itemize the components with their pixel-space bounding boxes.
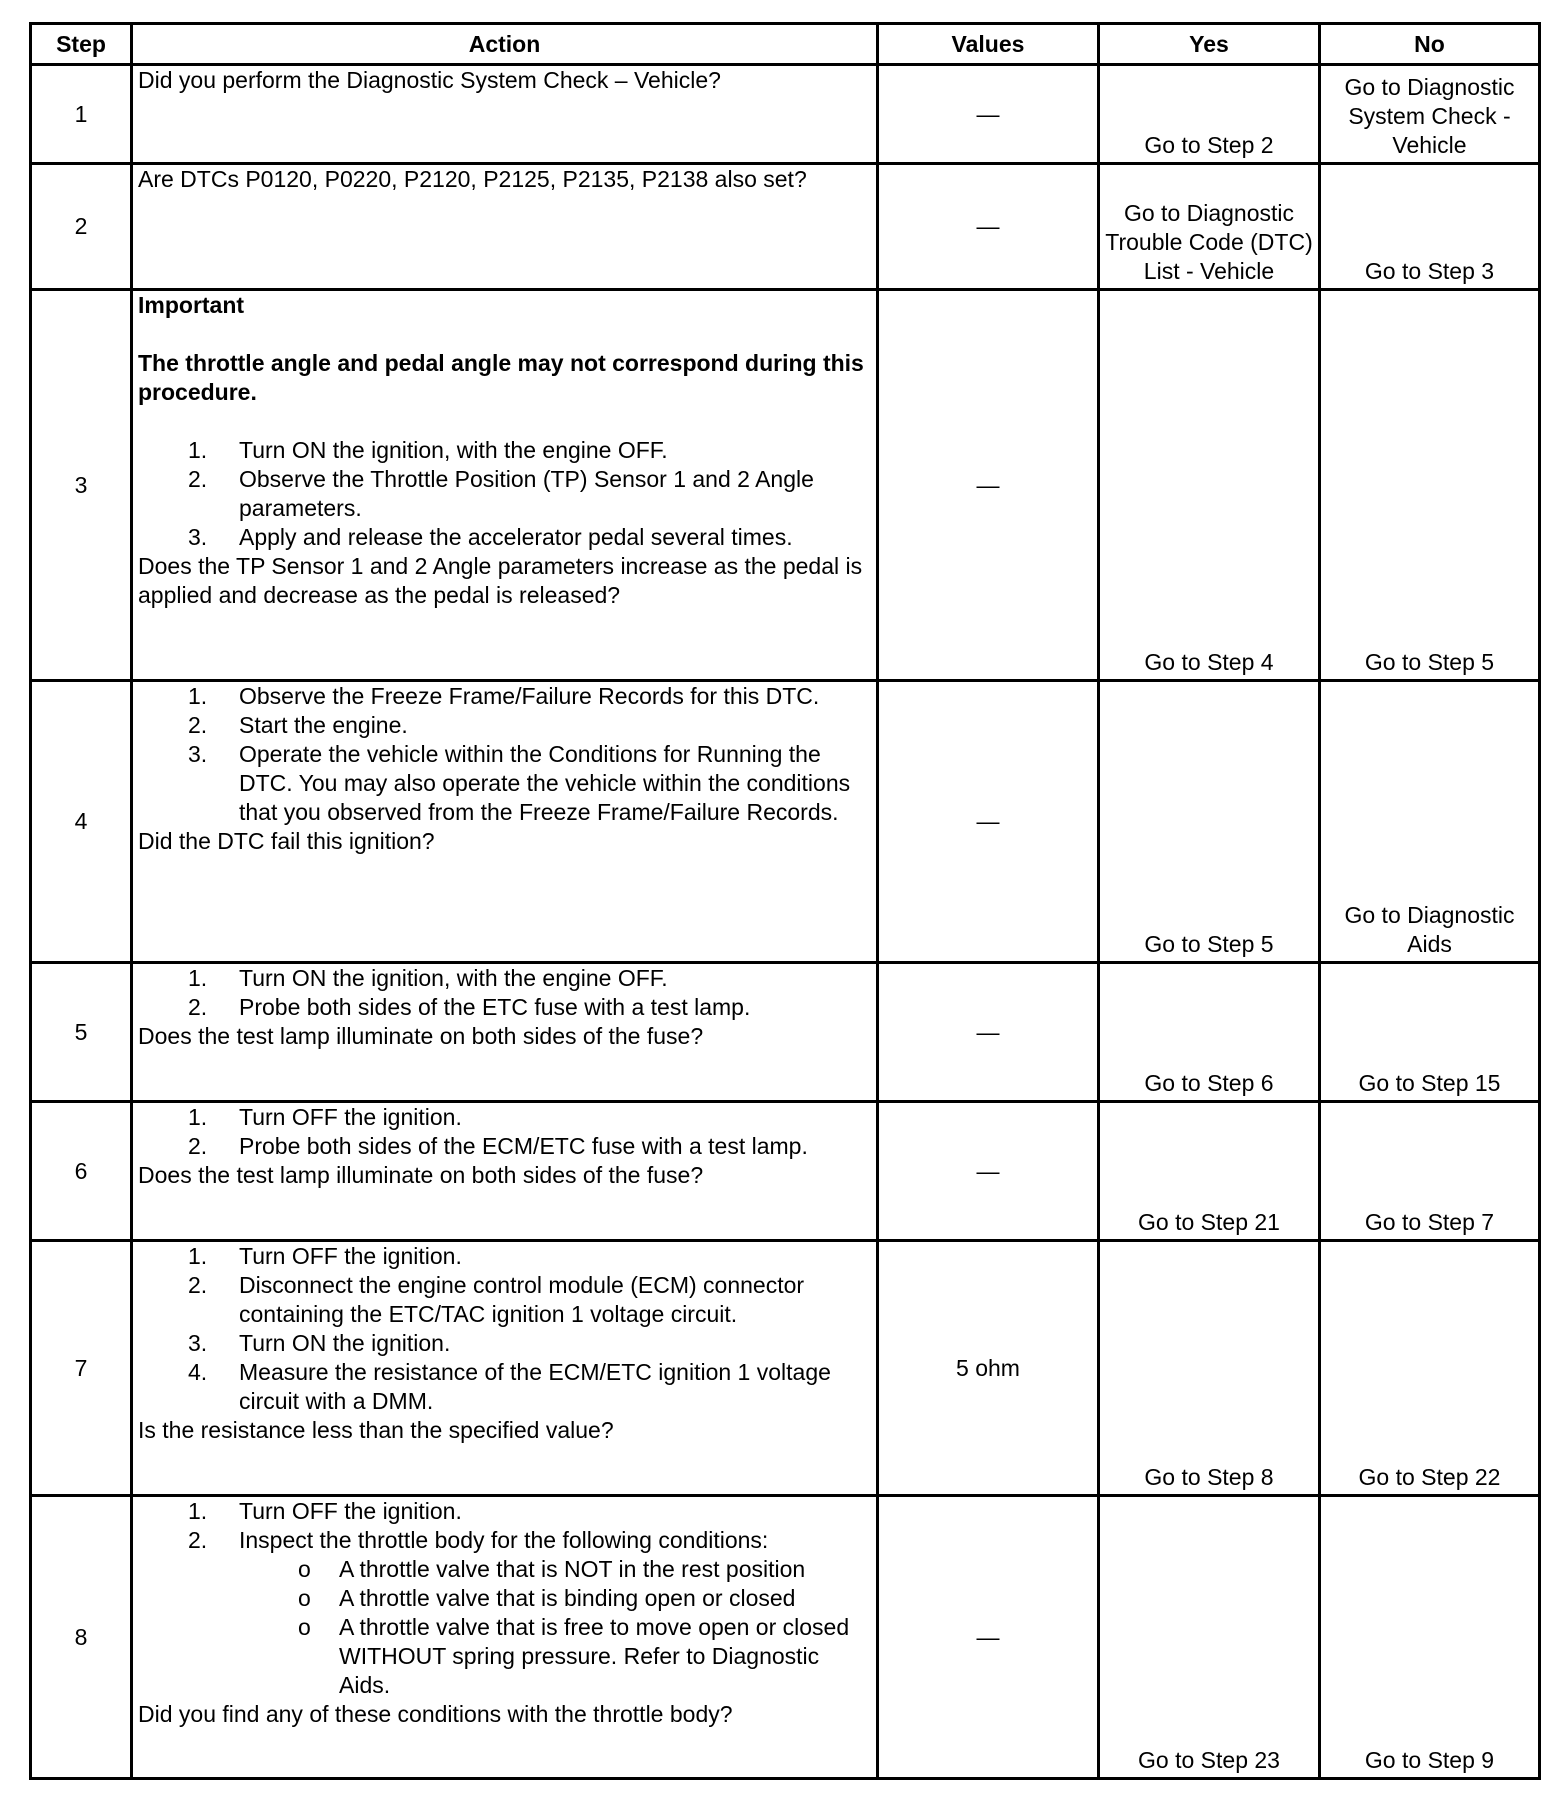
action-cell	[132, 963, 878, 1102]
list-item: 2. Probe both sides of the ECM/ETC fuse with a test lamp.	[188, 1133, 808, 1159]
list-item: 1. Observe the Freeze Frame/Failure Records for this DTC.	[188, 683, 820, 709]
yes-text: Go to Step 2	[1144, 132, 1274, 158]
question-text: Did the DTC fail this ignition?	[138, 828, 435, 854]
no-text: Go to Step 22	[1358, 1464, 1501, 1490]
list-item: 1. Turn OFF the ignition.	[188, 1104, 462, 1130]
yes-text: Go to Step 4	[1144, 649, 1274, 675]
no-text: Go to Step 7	[1364, 1209, 1495, 1235]
list-item: 4. Measure the resistance of the ECM/ETC ignition 1 voltage circuit with a DMM.	[188, 1359, 831, 1414]
yes-cell	[1099, 290, 1320, 681]
no-cell	[1320, 1496, 1540, 1779]
step-number: 6	[31, 1102, 132, 1241]
yes-cell	[1099, 1496, 1320, 1779]
list-number: 2.	[188, 1133, 208, 1159]
list-number: 2.	[188, 994, 208, 1020]
yes-cell	[1099, 681, 1320, 963]
step-number: 4	[31, 681, 132, 963]
list-item: 2. Probe both sides of the ETC fuse with a test lamp.	[188, 994, 751, 1020]
list-item: 1. Turn OFF the ignition.	[188, 1498, 462, 1524]
no-cell	[1320, 1102, 1540, 1241]
question-text: Does the test lamp illuminate on both sides of the fuse?	[138, 1023, 704, 1049]
header-step: Step	[31, 24, 132, 65]
step-number: 2	[31, 164, 132, 290]
step-number: 7	[31, 1241, 132, 1496]
yes-cell	[1099, 1241, 1320, 1496]
list-number: 1.	[188, 1243, 208, 1269]
question-text: Are DTCs P0120, P0220, P2120, P2125, P2135, P2138 also set?	[138, 166, 807, 192]
condition-item: o A throttle valve that is NOT in the rest position	[298, 1556, 806, 1582]
value-cell: —	[878, 963, 1099, 1102]
yes-cell	[1099, 164, 1320, 290]
header-yes: Yes	[1099, 24, 1320, 65]
value-cell: —	[878, 290, 1099, 681]
yes-cell	[1099, 1102, 1320, 1241]
important-label: Important	[138, 292, 245, 318]
list-item: 1. Turn OFF the ignition.	[188, 1243, 462, 1269]
list-item: 1. Turn ON the ignition, with the engine OFF.	[188, 437, 668, 463]
list-item: 1. Turn ON the ignition, with the engine OFF.	[188, 965, 668, 991]
no-text: Go to Diagnostic Aids	[1344, 902, 1515, 957]
condition-item: o A throttle valve that is free to move open or closed WITHOUT spring pressure. Refer to Diagnostic Aids.	[298, 1614, 850, 1698]
diagnostic-table	[29, 22, 1541, 1780]
list-item: 2. Inspect the throttle body for the following conditions: o A throttle valve that is NOT in the rest position o A throttle valve that is binding open or closed o A throttle valve that is free to move open or closed WITHOUT spring pressure. Refer to Diagnostic Aids.	[138, 1526, 871, 1700]
bullet: o	[298, 1614, 311, 1640]
header-values: Values	[878, 24, 1099, 65]
list-item: 2. Observe the Throttle Position (TP) Sensor 1 and 2 Angle parameters.	[188, 466, 814, 521]
list-item: 3. Turn ON the ignition.	[188, 1330, 451, 1356]
list-number: 2.	[188, 712, 208, 738]
list-number: 1.	[188, 437, 208, 463]
value-cell: —	[878, 681, 1099, 963]
value-cell: —	[878, 164, 1099, 290]
no-text: Go to Step 9	[1364, 1747, 1495, 1773]
procedure-list	[138, 682, 871, 827]
no-text: Go to Step 5	[1364, 649, 1495, 675]
list-number: 3.	[188, 524, 208, 550]
table-row	[31, 681, 1540, 963]
step-number: 8	[31, 1496, 132, 1779]
procedure-list	[138, 1497, 871, 1700]
yes-cell	[1099, 65, 1320, 164]
table-row	[31, 164, 1540, 290]
bullet: o	[298, 1556, 311, 1582]
header-no: No	[1320, 24, 1540, 65]
condition-item: o A throttle valve that is binding open or closed	[298, 1585, 796, 1611]
question-text: Is the resistance less than the specified value?	[138, 1417, 614, 1443]
no-cell	[1320, 963, 1540, 1102]
list-number: 2.	[188, 466, 208, 492]
procedure-list	[138, 436, 871, 552]
table-row	[31, 65, 1540, 164]
list-item: 3. Apply and release the accelerator pedal several times.	[188, 524, 793, 550]
step-number: 1	[31, 65, 132, 164]
yes-text: Go to Step 23	[1138, 1747, 1280, 1773]
yes-text: Go to Step 5	[1144, 931, 1274, 957]
question-text: Does the TP Sensor 1 and 2 Angle parameters increase as the pedal is applied and decrease as the pedal is released?	[138, 553, 863, 608]
no-text: Go to Diagnostic System Check - Vehicle	[1344, 74, 1515, 158]
procedure-list	[138, 1103, 871, 1161]
action-cell	[132, 65, 878, 164]
procedure-list	[138, 1242, 871, 1416]
no-text: Go to Step 15	[1358, 1070, 1501, 1096]
value-cell: 5 ohm	[878, 1241, 1099, 1496]
table-row	[31, 1241, 1540, 1496]
table-row	[31, 290, 1540, 681]
header-action: Action	[132, 24, 878, 65]
table-row	[31, 963, 1540, 1102]
list-number: 1.	[188, 1104, 208, 1130]
list-item: 2. Start the engine.	[188, 712, 408, 738]
no-cell	[1320, 65, 1540, 164]
yes-text: Go to Step 21	[1138, 1209, 1280, 1235]
step-number: 5	[31, 963, 132, 1102]
list-number: 1.	[188, 1498, 208, 1524]
step-number: 3	[31, 290, 132, 681]
list-number: 3.	[188, 741, 208, 767]
list-number: 1.	[188, 683, 208, 709]
yes-text: Go to Diagnostic Trouble Code (DTC) List - Vehicle	[1105, 200, 1313, 284]
no-text: Go to Step 3	[1364, 258, 1495, 284]
question-text: Did you find any of these conditions with the throttle body?	[138, 1701, 733, 1727]
no-cell	[1320, 1241, 1540, 1496]
no-cell	[1320, 290, 1540, 681]
yes-text: Go to Step 8	[1144, 1464, 1274, 1490]
question-text: Does the test lamp illuminate on both sides of the fuse?	[138, 1162, 704, 1188]
condition-list	[239, 1555, 871, 1700]
table-row	[31, 1496, 1540, 1779]
list-number: 1.	[188, 965, 208, 991]
no-cell	[1320, 681, 1540, 963]
list-number: 2.	[188, 1527, 208, 1553]
yes-text: Go to Step 6	[1144, 1070, 1274, 1096]
table-row	[31, 1102, 1540, 1241]
list-number: 2.	[188, 1272, 208, 1298]
action-cell	[132, 1496, 878, 1779]
action-cell	[132, 164, 878, 290]
action-cell	[132, 681, 878, 963]
list-number: 4.	[188, 1359, 208, 1385]
no-cell	[1320, 164, 1540, 290]
bullet: o	[298, 1585, 311, 1611]
question-text: Did you perform the Diagnostic System Check – Vehicle?	[138, 67, 721, 93]
list-item: 3. Operate the vehicle within the Conditions for Running the DTC. You may also operate the vehicle within the conditions that you observed from the Freeze Frame/Failure Records.	[188, 741, 851, 825]
list-item: 2. Disconnect the engine control module (ECM) connector containing the ETC/TAC ignition 1 voltage circuit.	[188, 1272, 805, 1327]
list-number: 3.	[188, 1330, 208, 1356]
value-cell: —	[878, 1102, 1099, 1241]
value-cell: —	[878, 65, 1099, 164]
value-cell: —	[878, 1496, 1099, 1779]
yes-cell	[1099, 963, 1320, 1102]
header-row	[31, 24, 1540, 65]
action-cell	[132, 290, 878, 681]
action-cell	[132, 1102, 878, 1241]
action-cell	[132, 1241, 878, 1496]
procedure-list	[138, 964, 871, 1022]
important-note: The throttle angle and pedal angle may not correspond during this procedure.	[138, 350, 864, 405]
